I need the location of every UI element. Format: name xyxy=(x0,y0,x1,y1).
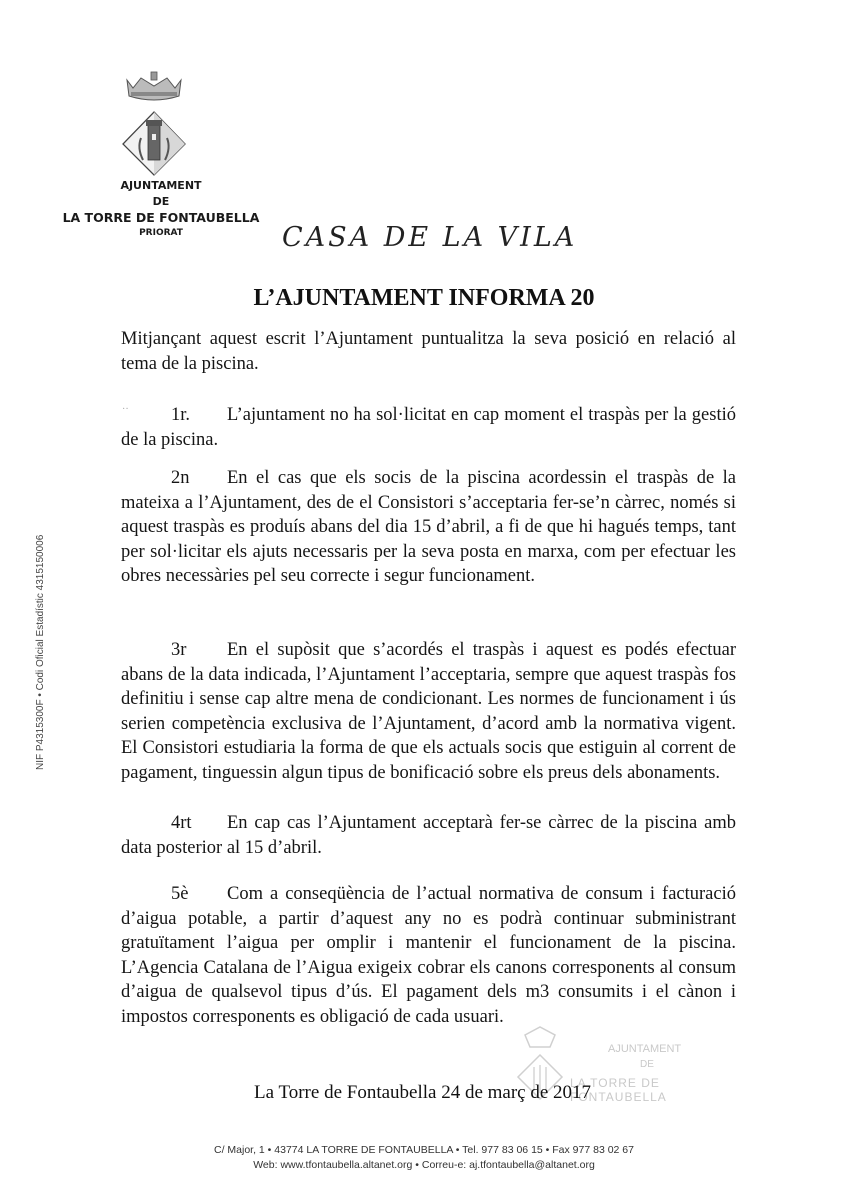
footer-contact: Web: www.tfontaubella.altanet.org • Correu-e: aj.tfontaubella@altanet.org xyxy=(253,1159,595,1171)
org-name-line2: DE xyxy=(152,195,170,208)
point-number: 3r xyxy=(171,640,187,660)
coat-of-arms-icon xyxy=(121,68,187,176)
point-2 xyxy=(121,466,736,589)
point-5 xyxy=(121,882,736,1029)
org-name-line1: AJUNTAMENT xyxy=(120,179,202,192)
casa-de-la-vila-heading: CASA DE LA VILA xyxy=(282,222,578,253)
footer-address: C/ Major, 1 • 43774 LA TORRE DE FONTAUBELLA • Tel. 977 83 06 15 • Fax 977 83 02 67 xyxy=(214,1144,634,1156)
org-name-line3: LA TORRE DE FONTAUBELLA xyxy=(62,210,260,225)
stamp-line1: AJUNTAMENT xyxy=(608,1043,682,1055)
intro-paragraph: Mitjançant aquest escrit l’Ajuntament puntualitza la seva posició en relació al tema de la piscina. xyxy=(121,329,736,374)
stamp-line3: LA TORRE DE FONTAUBELLA xyxy=(570,1076,667,1104)
org-region: PRIORAT xyxy=(139,228,183,238)
stamp-line2: DE xyxy=(640,1059,654,1070)
point-4 xyxy=(121,811,736,860)
side-registration-note: NIF P4315300F • Codi Oficial Estadístic 4315150006 xyxy=(35,534,46,770)
point-text: Com a conseqüència de l’actual normativa de consum i facturació d’aigua potable, a partir d’aquest any no es podrà continuar subministrant gratuïtament l’aigua per omplir i mantenir el funcionament de la piscina. L’Agencia Catalana de l’Aigua exigeix cobrar els canons corresponents al consum d’aigua de qualsevol tipus d’ús. El pagament dels m3 consumits i el cànon i impostos corresponents es obligació de cada usuari. xyxy=(121,884,736,1027)
point-text: En cap cas l’Ajuntament acceptarà fer-se càrrec de la piscina amb data posterior al 15 d’abril. xyxy=(121,813,736,858)
scan-mark: ·· xyxy=(122,404,129,415)
document-title: L’AJUNTAMENT INFORMA 20 xyxy=(253,285,595,311)
point-number: 4rt xyxy=(171,813,192,833)
point-text: En el supòsit que s’acordés el traspàs i aquest es podés efectuar abans de la data indicada, l’Ajuntament l’acceptaria, sempre que aquest traspàs fos definitiu i sense cap altre mena de condicionant. Les normes de funcionament i ús serien competència exclusiva de l’Ajuntament, d’acord amb la normativa vigent. El Consistori estudiaria la forma de que els actuals socis que estiguin al corrent de pagament, tinguessin algun tipus de bonificació sobre els preus dels abonaments. xyxy=(121,640,736,783)
point-text: L’ajuntament no ha sol·licitat en cap moment el traspàs per la gestió de la piscina. xyxy=(121,405,736,450)
point-number: 2n xyxy=(171,468,190,488)
point-1 xyxy=(121,403,736,452)
point-number: 1r. xyxy=(171,405,191,425)
point-text: En el cas que els socis de la piscina acordessin el traspàs de la mateixa a l’Ajuntament, des de el Consistori s’acceptaria fer-se’n càrrec, només si aquest traspàs es produís abans del dia 15 d’abril, a fi de que hi hagués temps, tant per sol·licitar els ajuts necessaris per la seva posta en marxa, com per efectuar les obres necessàries pel seu correcte i segur funcionament. xyxy=(121,468,736,586)
point-3 xyxy=(121,638,736,785)
point-number: 5è xyxy=(171,884,189,904)
date-line: La Torre de Fontaubella 24 de març de 2017 xyxy=(254,1082,592,1103)
